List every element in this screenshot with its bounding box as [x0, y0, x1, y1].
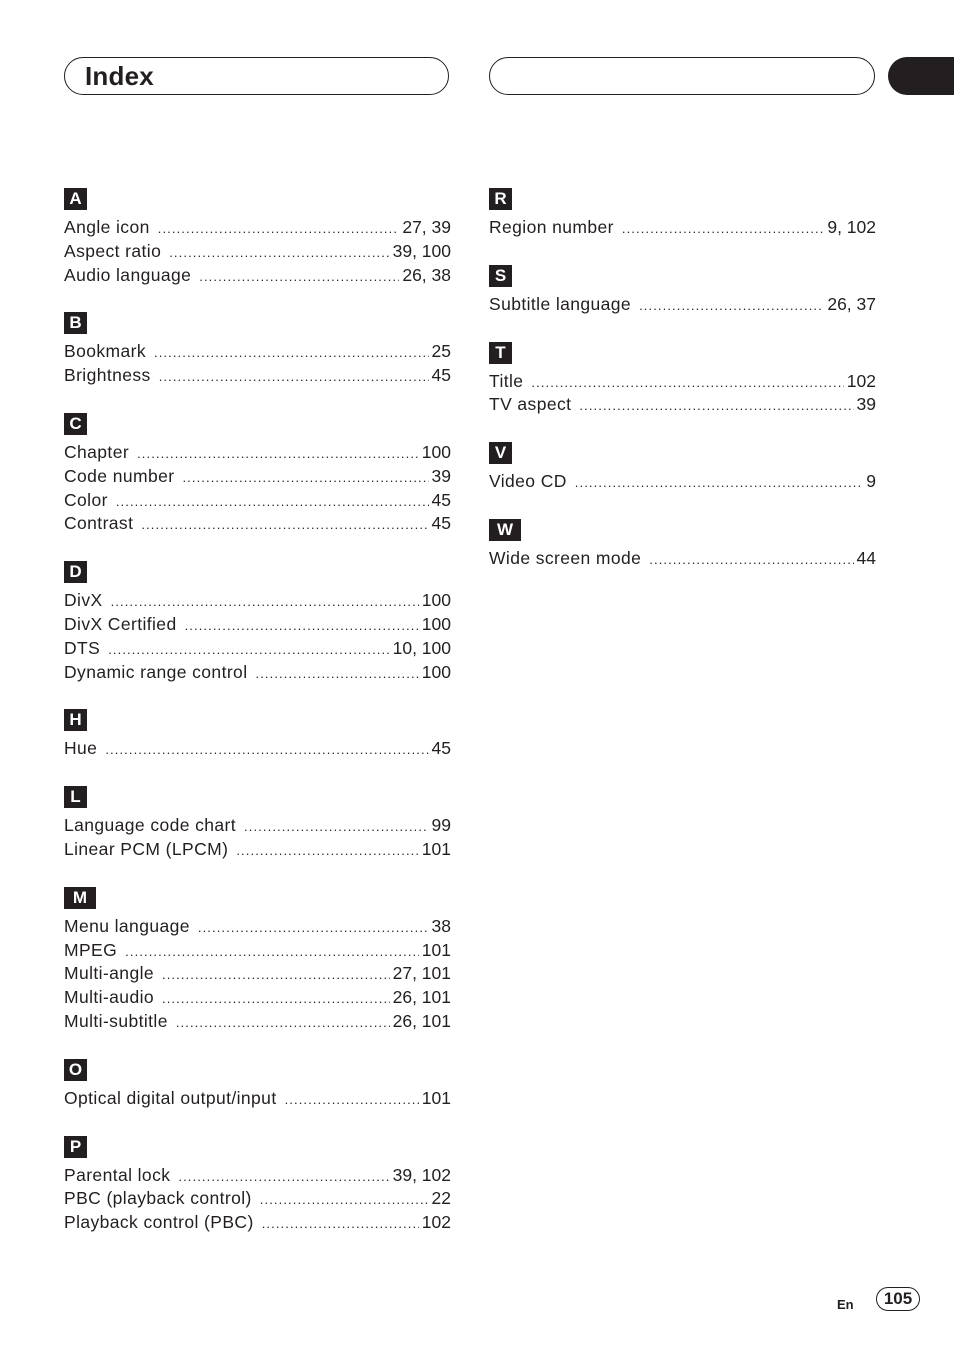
index-term: Optical digital output/input: [64, 1087, 277, 1108]
index-term: Brightness: [64, 365, 151, 386]
dot-leader: [622, 217, 824, 241]
index-pages: 102: [846, 370, 876, 391]
section-letter: D: [64, 561, 87, 583]
index-section-s: [489, 265, 876, 317]
dot-leader: [649, 548, 853, 572]
footer-page-number: 105: [876, 1287, 920, 1311]
index-column-left: [64, 188, 451, 1260]
index-term: Angle icon: [64, 217, 150, 237]
index-term: Code number: [64, 465, 175, 486]
index-pages: 45: [431, 365, 451, 386]
index-entry: [64, 364, 451, 388]
index-pages: 27, 101: [392, 963, 451, 984]
dot-leader: [158, 217, 400, 241]
index-entry: [64, 340, 451, 364]
index-section-d: [64, 561, 451, 684]
index-entry: [489, 370, 876, 394]
index-term: Aspect ratio: [64, 240, 162, 261]
section-letter: L: [64, 786, 87, 808]
index-entry: [64, 661, 451, 685]
dot-leader: [154, 341, 429, 365]
dot-leader: [236, 839, 418, 863]
index-entry: [489, 393, 876, 417]
index-entry: [64, 441, 451, 465]
index-term: Audio language: [64, 264, 192, 285]
index-entry: [64, 962, 451, 986]
index-term: Multi-audio: [64, 987, 154, 1008]
index-term: Subtitle language: [489, 293, 632, 314]
index-term: Title: [489, 370, 524, 391]
index-entry: [64, 489, 451, 513]
index-pages: 22: [431, 1188, 451, 1209]
page-title: Index: [85, 61, 154, 91]
dot-leader: [105, 738, 428, 762]
section-letter: S: [489, 265, 512, 287]
index-entry: [64, 512, 451, 536]
index-section-a: [64, 188, 451, 287]
index-pages: 100: [421, 441, 451, 462]
dot-leader: [198, 916, 429, 940]
index-entry: [489, 293, 876, 317]
index-entry: [64, 737, 451, 761]
dot-leader: [531, 371, 843, 395]
index-entry: [64, 1187, 451, 1211]
index-term: Multi-subtitle: [64, 1010, 168, 1031]
index-section-p: [64, 1136, 451, 1235]
index-term: MPEG: [64, 939, 118, 960]
index-term: PBC (playback control): [64, 1188, 252, 1209]
index-section-l: [64, 786, 451, 862]
index-term: TV aspect: [489, 394, 572, 415]
index-section-t: [489, 342, 876, 418]
index-term: Bookmark: [64, 341, 146, 362]
index-pages: 99: [431, 815, 451, 836]
dot-leader: [159, 365, 429, 389]
dot-leader: [285, 1088, 419, 1112]
index-entry: [489, 547, 876, 571]
dot-leader: [111, 590, 419, 614]
index-term: DTS: [64, 637, 101, 658]
section-letter: M: [64, 887, 96, 909]
section-letter: C: [64, 413, 87, 435]
dot-leader: [185, 614, 419, 638]
section-letter: T: [489, 342, 512, 364]
index-pages: 9: [866, 471, 876, 492]
index-entry: [64, 637, 451, 661]
index-entry: [64, 216, 451, 240]
index-term: Color: [64, 489, 108, 510]
dot-leader: [137, 442, 419, 466]
index-entry: [64, 915, 451, 939]
index-pages: 38: [431, 915, 451, 936]
index-section-b: [64, 312, 451, 388]
dot-leader: [141, 513, 428, 537]
index-term: Playback control (PBC): [64, 1212, 254, 1233]
index-pages: 27, 39: [402, 217, 451, 237]
index-entry: [64, 264, 451, 288]
index-pages: 26, 101: [392, 1010, 451, 1031]
index-section-v: [489, 442, 876, 494]
dot-leader: [176, 1011, 390, 1035]
index-section-c: [64, 413, 451, 536]
index-entry: [64, 589, 451, 613]
index-pages: 10, 100: [392, 637, 451, 658]
chapter-tab: [888, 57, 954, 95]
index-entry: [64, 1164, 451, 1188]
index-term: Region number: [489, 217, 614, 237]
section-letter: R: [489, 188, 512, 210]
index-pages: 39: [856, 394, 876, 415]
dot-leader: [178, 1165, 389, 1189]
index-term: Parental lock: [64, 1164, 171, 1185]
dot-leader: [255, 662, 418, 686]
header-blank-box: [489, 57, 875, 95]
index-pages: 45: [431, 513, 451, 534]
index-term: Contrast: [64, 513, 134, 534]
index-pages: 39, 100: [392, 240, 451, 261]
index-entry: [64, 240, 451, 264]
index-entry: [64, 814, 451, 838]
index-entry: [64, 1010, 451, 1034]
index-pages: 100: [421, 613, 451, 634]
index-term: Language code chart: [64, 815, 237, 836]
index-pages: 26, 101: [392, 987, 451, 1008]
dot-leader: [182, 466, 428, 490]
section-letter: W: [489, 519, 521, 541]
index-entry: [64, 838, 451, 862]
index-entry: [489, 216, 876, 240]
index-entry: [64, 1211, 451, 1235]
header-title-box: [64, 57, 449, 95]
section-letter: H: [64, 709, 87, 731]
index-pages: 100: [421, 590, 451, 611]
section-letter: B: [64, 312, 87, 334]
index-pages: 39, 102: [392, 1164, 451, 1185]
index-term: Multi-angle: [64, 963, 154, 984]
section-letter: O: [64, 1059, 87, 1081]
index-term: Linear PCM (LPCM): [64, 838, 229, 859]
index-pages: 101: [421, 838, 451, 859]
index-entry: [64, 986, 451, 1010]
index-section-h: [64, 709, 451, 761]
index-section-o: [64, 1059, 451, 1111]
index-entry: [64, 939, 451, 963]
index-term: Menu language: [64, 915, 190, 936]
dot-leader: [579, 394, 853, 418]
section-letter: V: [489, 442, 512, 464]
index-section-m: [64, 887, 451, 1034]
index-term: Hue: [64, 738, 98, 759]
index-pages: 9, 102: [827, 217, 876, 237]
section-letter: P: [64, 1136, 87, 1158]
dot-leader: [162, 963, 390, 987]
dot-leader: [125, 940, 419, 964]
dot-leader: [169, 241, 389, 265]
dot-leader: [260, 1188, 429, 1212]
index-pages: 45: [431, 738, 451, 759]
index-term: Wide screen mode: [489, 547, 642, 568]
index-pages: 44: [856, 547, 876, 568]
dot-leader: [108, 638, 389, 662]
dot-leader: [199, 265, 399, 289]
index-term: Dynamic range control: [64, 661, 248, 682]
index-pages: 39: [431, 465, 451, 486]
dot-leader: [162, 987, 390, 1011]
dot-leader: [639, 294, 824, 318]
index-term: DivX: [64, 590, 103, 611]
index-term: Chapter: [64, 441, 130, 462]
dot-leader: [575, 471, 863, 495]
index-term: Video CD: [489, 471, 567, 492]
index-pages: 101: [421, 939, 451, 960]
index-column-right: [489, 188, 876, 596]
index-entry: [64, 1087, 451, 1111]
index-entry: [64, 465, 451, 489]
index-section-w: [489, 519, 876, 571]
index-pages: 25: [431, 341, 451, 362]
index-pages: 101: [421, 1087, 451, 1108]
section-letter: A: [64, 188, 87, 210]
footer-language: En: [837, 1297, 854, 1312]
dot-leader: [116, 490, 429, 514]
index-pages: 26, 37: [827, 293, 876, 314]
index-entry: [489, 470, 876, 494]
dot-leader: [244, 815, 428, 839]
index-pages: 102: [421, 1212, 451, 1233]
index-pages: 100: [421, 661, 451, 682]
index-entry: [64, 613, 451, 637]
index-term: DivX Certified: [64, 613, 177, 634]
index-pages: 45: [431, 489, 451, 510]
index-section-r: [489, 188, 876, 240]
index-pages: 26, 38: [402, 264, 451, 285]
dot-leader: [262, 1212, 419, 1236]
